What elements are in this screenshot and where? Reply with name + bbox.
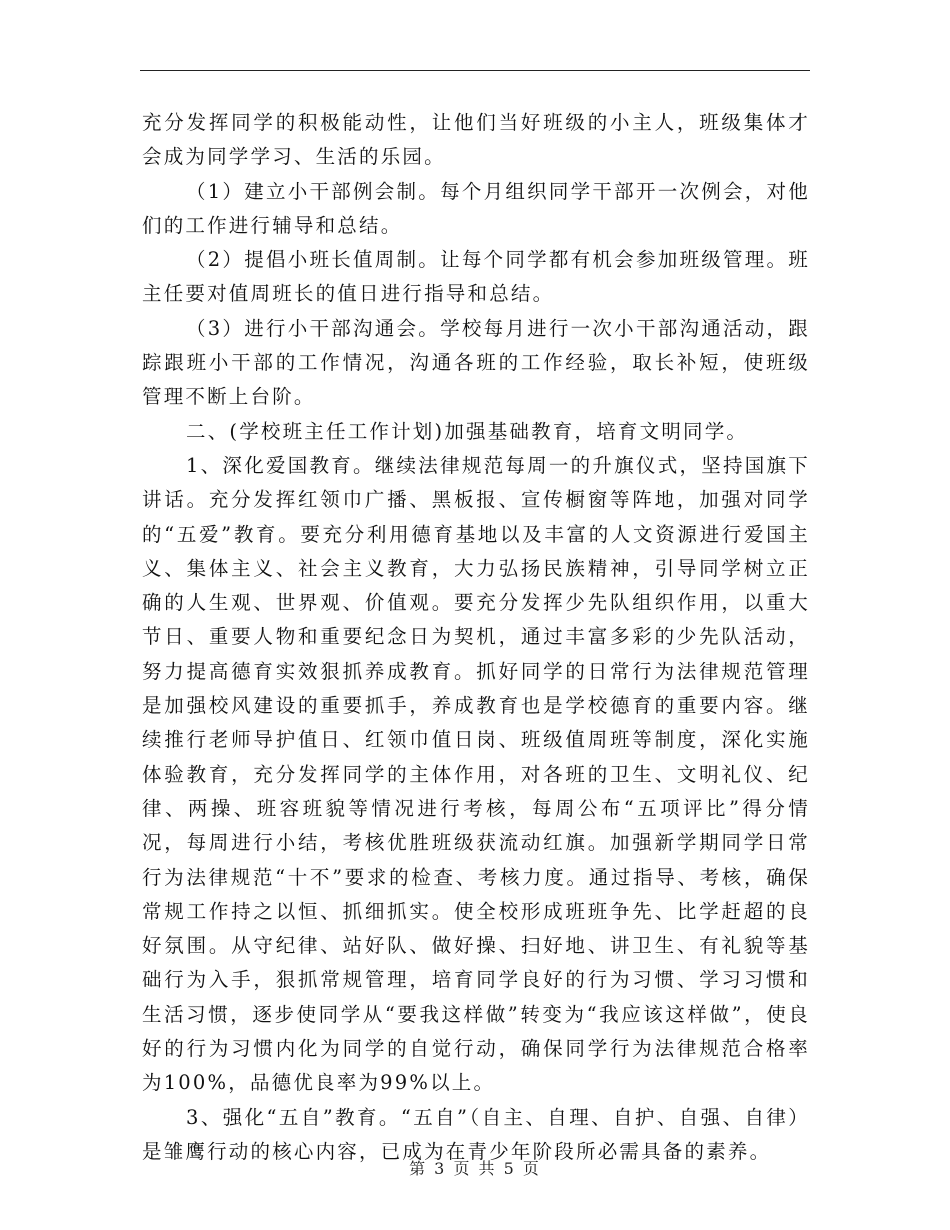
document-body bbox=[142, 106, 810, 1169]
paragraph-item-2: （2）提倡小班长值周制。让每个同学都有机会参加班级管理。班主任要对值周班长的值日进行指导和总结。 bbox=[142, 248, 810, 306]
paragraph-five-self-education: 3、强化“五自”教育。“五自”（自主、自理、自护、自强、自律）是雏鹰行动的核心内容，已成为在青少年阶段所必需具备的素养。 bbox=[142, 1105, 810, 1163]
paragraph-patriotic-education: 1、深化爱国教育。继续法律规范每周一的升旗仪式，坚持国旗下讲话。充分发挥红领巾广播、黑板报、宣传橱窗等阵地，加强对同学的“五爱”教育。要充分利用德育基地以及丰富的人文资源进行爱国主义、集体主义、社会主义教育，大力弘扬民族精神，引导同学树立正确的人生观、世界观、价值观。要充分发挥少先队组织作用，以重大节日、重要人物和重要纪念日为契机，通过丰富多彩的少先队活动，努力提高德育实效狠抓养成教育。抓好同学的日常行为法律规范管理是加强校风建设的重要抓手，养成教育也是学校德育的重要内容。继续推行老师导护值日、红领巾值日岗、班级值周班等制度，深化实施体验教育，充分发挥同学的主体作用，对各班的卫生、文明礼仪、纪律、两操、班容班貌等情况进行考核，每周公布“五项评比”得分情况，每周进行小结，考核优胜班级获流动红旗。加强新学期同学日常行为法律规范“十不”要求的检查、考核力度。通过指导、考核，确保常规工作持之以恒、抓细抓实。使全校形成班班争先、比学赶超的良好氛围。从守纪律、站好队、做好操、扫好地、讲卫生、有礼貌等基础行为入手，狠抓常规管理，培育同学良好的行为习惯、学习习惯和生活习惯，逐步使同学从“要我这样做”转变为“我应该这样做”，使良好的行为习惯内化为同学的自觉行动，确保同学行为法律规范合格率为100%，品德优良率为99%以上。 bbox=[142, 453, 810, 1095]
header-rule bbox=[140, 70, 810, 71]
page-footer: 第 3 页 共 5 页 bbox=[409, 1159, 541, 1178]
paragraph-continuation: 充分发挥同学的积极能动性，让他们当好班级的小主人，班级集体才会成为同学学习、生活的乐园。 bbox=[142, 111, 810, 169]
paragraph-item-3: （3）进行小干部沟通会。学校每月进行一次小干部沟通活动，跟踪跟班小干部的工作情况，沟通各班的工作经验，取长补短，使班级管理不断上台阶。 bbox=[142, 316, 810, 409]
section-heading: 二、(学校班主任工作计划)加强基础教育，培育文明同学。 bbox=[186, 419, 749, 443]
paragraph-item-1: （1）建立小干部例会制。每个月组织同学干部开一次例会，对他们的工作进行辅导和总结。 bbox=[142, 179, 810, 237]
